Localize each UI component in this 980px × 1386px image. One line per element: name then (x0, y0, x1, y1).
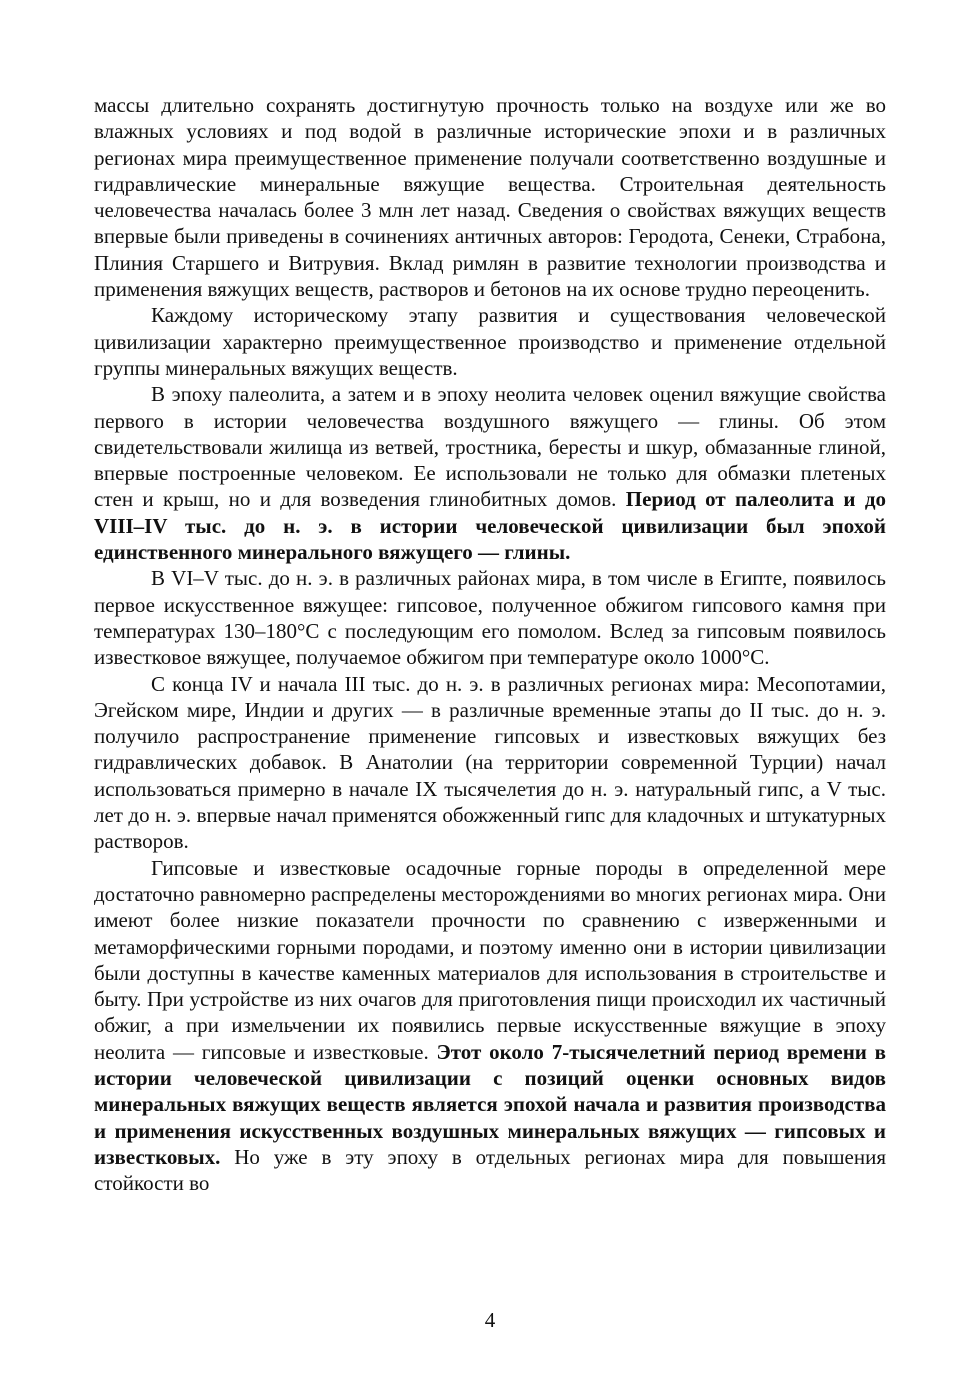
bold-text-run: Этот около 7-тысячелетний период времени в истории человеческой цивилизации с позиций оценки основных видов минеральных вяжущих веществ является эпохой начала и развития производства и применения искусственных воздушных минеральных вяжущих — гипсовых и известковых. (94, 1039, 887, 1169)
text-run: Каждому историческому этапу развития и существования человеческой цивилизации характерно преимущественное производство и применение отдельной группы минеральных вяжущих веществ. (94, 303, 886, 380)
text-run: Но уже в эту эпоху в отдельных регионах мира для повышения стойкости во (94, 1144, 886, 1196)
text-run: Гипсовые и известковые осадочные горные породы в определенной мере достаточно равномерно распределены месторождениями во многих регионах мира. Они имеют более низкие показатели прочности по сравнению с изверженными и метаморфическими горными породами, и поэтому именно они в истории цивилизации были доступны в качестве каменных материалов для использования в строительстве и быту. При устройстве из них очагов для приготовления пищи происходил их частичный обжиг, а при измельчении их появились первые искусственные вяжущие в эпоху неолита — гипсовые и известковые. (94, 855, 886, 1064)
text-run: массы длительно сохранять достигнутую прочность только на воздухе или же во влажных условиях и под водой в различные исторические эпохи и в различных регионах мира преимущественное применение получали соответственно воздушные и гидравлические минеральные вяжущие вещества. Строительная деятельность человечества началась более 3 млн лет назад. Сведения о свойствах вяжущих веществ впервые были приведены в сочинениях античных авторов: Геродота, Сенеки, Страбона, Плиния Старшего и Витрувия. Вклад римлян в развитие технологии производства и применения вяжущих веществ, растворов и бетонов на их основе трудно переоценить. (94, 93, 886, 302)
text-run: С конца IV и начала III тыс. до н. э. в различных регионах мира: Месопотамии, Эгейском мире, Индии и других — в различные временные этапы до II тыс. до н. э. получило распространение применение гипсовых и известковых вяжущих без гидравлических добавок. В Анатолии (на территории современной Турции) начал использоваться примерно в начале IX тысячелетия до н. э. натуральный гипс, а V тыс. лет до н. э. впервые начал применятся обожженный гипс для кладочных и штукатурных растворов. (94, 671, 886, 854)
paragraph-2 (94, 302, 886, 381)
paragraph-6 (94, 855, 886, 1197)
bold-text-run: Период от палеолита и до VIII–IV тыс. до н. э. в истории человеческой цивилизации был эпохой единственного минерального вяжущего — глины. (94, 487, 887, 565)
paragraph-4 (94, 565, 886, 670)
page-number: 4 (484, 1308, 496, 1332)
paragraph-5 (94, 671, 886, 855)
document-page (94, 92, 886, 1196)
paragraph-1 (94, 92, 886, 302)
text-run: В VI–V тыс. до н. э. в различных районах мира, в том числе в Египте, появилось первое искусственное вяжущее: гипсовое, полученное обжигом гипсового камня при температурах 130–180°С с последующим его помолом. Вслед за гипсовым появилось известковое вяжущее, получаемое обжигом при температуре около 1000°С. (94, 566, 886, 670)
paragraph-3 (94, 381, 886, 565)
text-run: В эпоху палеолита, а затем и в эпоху неолита человек оценил вяжущие свойства первого в истории человечества воздушного вяжущего — глины. Об этом свидетельствовали жилища из ветвей, тростника, бересты и шкур, обмазанные глиной, впервые построенные человеком. Ее использовали не только для обмазки плетеных стен и крыш, но и для возведения глинобитных домов. (94, 382, 886, 512)
